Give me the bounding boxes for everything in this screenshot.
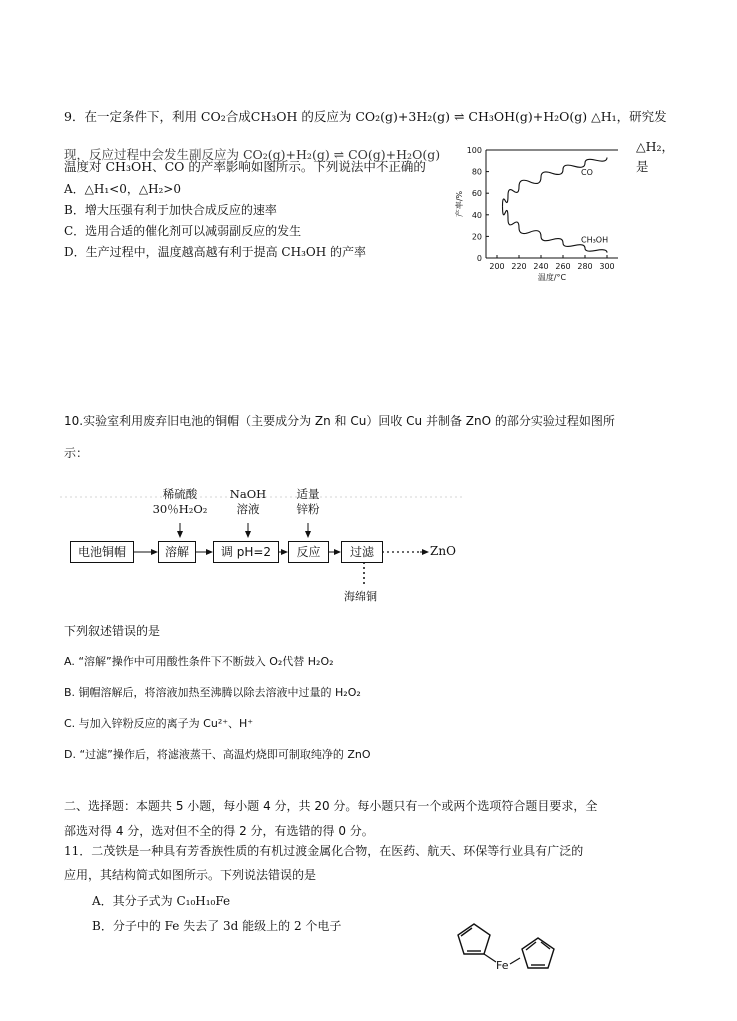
flow-box-battery-cap: 电池铜帽 xyxy=(70,541,134,563)
q9-stem-line3-end: 是 xyxy=(636,159,649,174)
q11-option-a: A．其分子式为 C₁₀H₁₀Fe xyxy=(92,894,231,908)
q10-option-b: B. 铜帽溶解后，将溶液加热至沸腾以除去溶液中过量的 H₂O₂ xyxy=(64,686,361,699)
flow-byproduct-sponge-copper: 海绵铜 xyxy=(344,590,377,603)
q9-dh2: △H₂， xyxy=(636,139,675,154)
flow-box-react: 反应 xyxy=(288,541,329,563)
reagent-zinc-powder: 锌粉 xyxy=(296,502,320,516)
yield-temperature-chart xyxy=(452,144,632,286)
series-line-ch3oh xyxy=(503,206,608,252)
y-tick-label: 20 xyxy=(471,232,482,242)
section2-instructions-line1: 二、选择题：本题共 5 小题，每小题 4 分，共 20 分。每小题只有一个或两个选项符合题目要求，全 xyxy=(64,799,598,813)
q9-option-d: D．生产过程中，温度越高越有利于提高 CH₃OH 的产率 xyxy=(64,245,367,259)
cyclopentadienyl-ring-left xyxy=(458,924,490,954)
x-tick-label: 260 xyxy=(555,262,571,271)
y-tick-label: 100 xyxy=(466,146,482,155)
reagent-dilute-sulfuric-acid: 稀硫酸 xyxy=(162,487,198,501)
q10-option-a: A. “溶解”操作中可用酸性条件下不断鼓入 O₂代替 H₂O₂ xyxy=(64,655,334,668)
flow-box-filter: 过滤 xyxy=(341,541,383,563)
x-tick-label: 300 xyxy=(599,262,615,271)
flow-box-dissolve: 溶解 xyxy=(158,541,196,563)
x-axis-label: 温度/°C xyxy=(537,273,567,282)
series-label-co: CO xyxy=(581,167,593,177)
flow-box-adjust-ph: 调 pH=2 xyxy=(213,541,279,563)
cyclopentadienyl-ring-right xyxy=(522,938,554,968)
ferrocene-structure xyxy=(446,918,566,990)
y-tick-label: 40 xyxy=(471,210,482,220)
series-line-co xyxy=(503,158,608,207)
reagent-h2o2: 30％H₂O₂ xyxy=(152,502,208,516)
q10-stem-line2: 示： xyxy=(64,446,89,460)
y-tick-label: 0 xyxy=(476,254,482,263)
series-label-ch3oh: CH₃OH xyxy=(581,235,609,245)
y-axis-label: 产率/% xyxy=(455,190,464,218)
x-tick-label: 220 xyxy=(511,262,527,271)
reagent-appropriate: 适量 xyxy=(296,487,320,501)
q11-stem-line2: 应用，其结构简式如图所示。下列说法错误的是 xyxy=(64,868,317,882)
q9-option-b: B．增大压强有利于加快合成反应的速率 xyxy=(64,203,277,217)
q10-option-c: C. 与加入锌粉反应的离子为 Cu²⁺、H⁺ xyxy=(64,717,254,730)
x-tick-label: 200 xyxy=(489,262,505,271)
y-tick-label: 80 xyxy=(471,167,482,177)
q9-option-a: A．△H₁<0，△H₂>0 xyxy=(64,182,182,196)
q9-stem-line1: 9．在一定条件下，利用 CO₂合成CH₃OH 的反应为 CO₂(g)+3H₂(g) ⇌ CH₃OH(g)+H₂O(g) △H₁，研究发 xyxy=(64,109,667,124)
q11-option-b: B．分子中的 Fe 失去了 3d 能级上的 2 个电子 xyxy=(92,919,342,933)
q10-stem-line1: 10.实验室利用废弃旧电池的铜帽（主要成分为 Zn 和 Cu）回收 Cu 并制备 ZnO 的部分实验过程如图所 xyxy=(64,414,615,428)
q9-stem-line2: 现，反应过程中会发生副反应为 CO₂(g)+H₂(g) ⇌ CO(g)+H₂O(g) xyxy=(64,147,441,162)
fe-label: Fe xyxy=(496,959,509,972)
reagent-naoh: NaOH xyxy=(229,487,267,501)
y-tick-label: 60 xyxy=(471,189,482,199)
x-tick-label: 280 xyxy=(577,262,593,271)
q11-stem-line1: 11．二茂铁是一种具有芳香族性质的有机过渡金属化合物，在医药、航天、环保等行业具有广泛的 xyxy=(64,844,584,858)
q10-option-d: D. “过滤”操作后，将滤液蒸干、高温灼烧即可制取纯净的 ZnO xyxy=(64,748,371,761)
x-tick-label: 240 xyxy=(533,262,549,271)
q10-prompt: 下列叙述错误的是 xyxy=(64,624,161,638)
reagent-solution: 溶液 xyxy=(236,502,260,516)
q9-option-c: C．选用合适的催化剂可以减弱副反应的发生 xyxy=(64,224,302,238)
flow-product-zno: ZnO xyxy=(430,544,456,558)
section2-instructions-line2: 部选对得 4 分，选对但不全的得 2 分，有选错的得 0 分。 xyxy=(64,824,374,838)
q9-stem-line3: 温度对 CH₃OH、CO 的产率影响如图所示。下列说法中不正确的 xyxy=(64,159,426,174)
